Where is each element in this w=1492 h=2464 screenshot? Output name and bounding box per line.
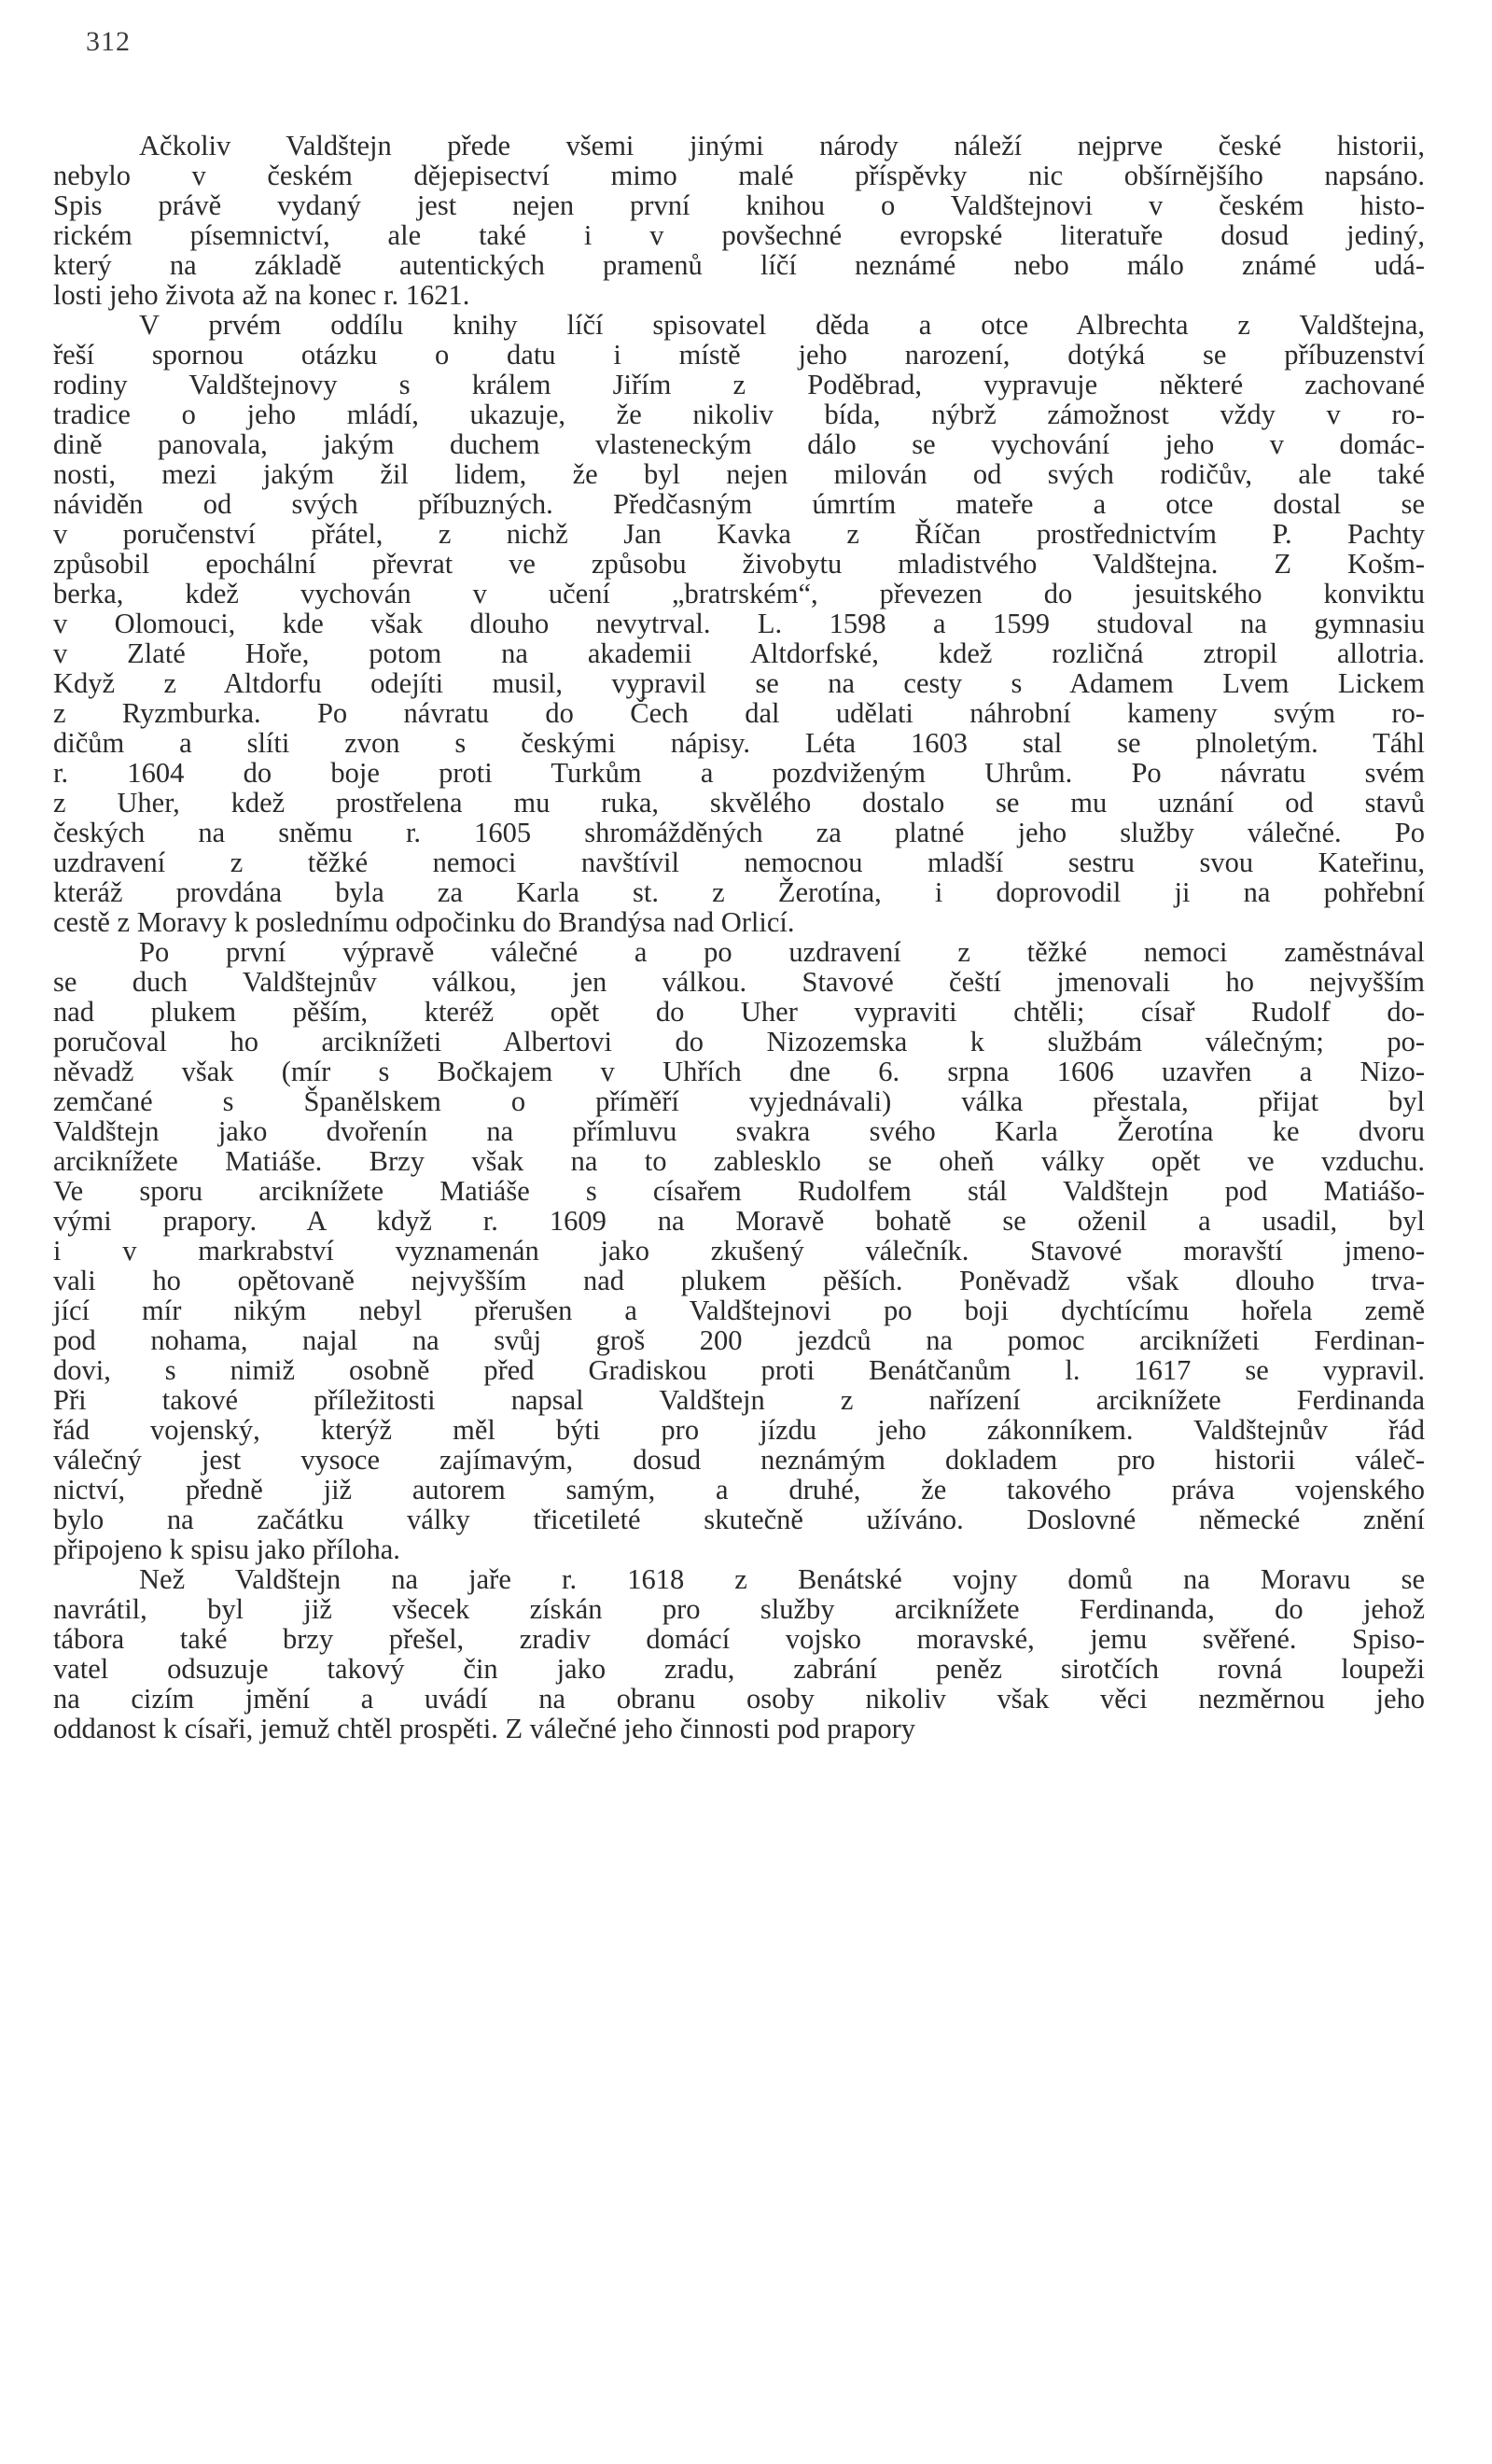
- paragraph: [53, 1564, 1425, 1743]
- text-line: řeší spornou otázku o datu i místě jeho narození, dotýká se příbuzenství: [53, 339, 1425, 371]
- text-line: nad plukem pěším, kteréž opět do Uher vypraviti chtěli; císař Rudolf do-: [53, 996, 1425, 1028]
- text-line: dině panovala, jakým duchem vlasteneckým dálo se vychování jeho v domác-: [53, 428, 1425, 460]
- text-line: způsobil epochální převrat ve způsobu živobytu mladistvého Valdštejna. Z Košm-: [53, 548, 1425, 580]
- text-line: Spis právě vydaný jest nejen první knihou o Valdštejnovi v českém histo-: [53, 189, 1425, 221]
- text-line: cestě z Moravy k poslednímu odpočinku do Brandýsa nad Orlicí.: [53, 906, 795, 938]
- text-line: Ve sporu arciknížete Matiáše s císařem Rudolfem stál Valdštejn pod Matiášo-: [53, 1175, 1425, 1207]
- paragraph: [53, 131, 1425, 310]
- text-line: nosti, mezi jakým žil lidem, že byl nejen milován od svých rodičův, ale také: [53, 458, 1425, 490]
- text-line: bylo na začátku války třicetileté skutečně užíváno. Doslovné německé znění: [53, 1504, 1425, 1535]
- text-line: Při takové příležitosti napsal Valdštejn z nařízení arciknížete Ferdinanda: [53, 1384, 1425, 1416]
- text-line: dičům a slíti zvon s českými nápisy. Léta 1603 stal se plnoletým. Táhl: [53, 727, 1425, 759]
- text-line: který na základě autentických pramenů líčí neznámé nebo málo známé udá-: [53, 249, 1425, 281]
- text-line: z Ryzmburka. Po návratu do Čech dal udělati náhrobní kameny svým ro-: [53, 697, 1425, 729]
- text-line: V prvém oddílu knihy líčí spisovatel děda a otce Albrechta z Valdštejna,: [139, 309, 1425, 341]
- text-line: válečný jest vysoce zajímavým, dosud neznámým dokladem pro historii váleč-: [53, 1444, 1425, 1476]
- text-line: kteráž provdána byla za Karla st. z Žerotína, i doprovodil ji na pohřební: [53, 876, 1425, 908]
- text-line: oddanost k císaři, jemuž chtěl prospěti. Z válečné jeho činnosti pod prapory: [53, 1713, 916, 1744]
- text-line: jící mír nikým nebyl přerušen a Valdštejnovi po boji dychtícímu hořela země: [53, 1295, 1425, 1326]
- text-line: rodiny Valdštejnovy s králem Jiřím z Poděbrad, vypravuje některé zachované: [53, 369, 1425, 400]
- text-line: Po první výpravě válečné a po uzdravení z těžké nemoci zaměstnával: [139, 936, 1425, 968]
- text-line: se duch Valdštejnův válkou, jen válkou. Stavové čeští jmenovali ho nejvyšším: [53, 966, 1425, 998]
- text-line: tradice o jeho mládí, ukazuje, že nikoliv bída, nýbrž zámožnost vždy v ro-: [53, 399, 1425, 430]
- text-line: v Zlaté Hoře, potom na akademii Altdorfské, kdež rozličná ztropil allotria.: [53, 637, 1425, 669]
- body-text: [53, 131, 1425, 1743]
- text-line: rickém písemnictví, ale také i v povšechné evropské literatuře dosud jediný,: [53, 219, 1425, 251]
- text-line: pod nohama, najal na svůj groš 200 jezdců na pomoc arciknížeti Ferdinan-: [53, 1324, 1425, 1356]
- text-line: uzdravení z těžké nemoci navštívil nemocnou mladší sestru svou Kateřinu,: [53, 847, 1425, 878]
- text-line: tábora také brzy přešel, zradiv domácí vojsko moravské, jemu svěřené. Spiso-: [53, 1623, 1425, 1655]
- text-line: Než Valdštejn na jaře r. 1618 z Benátské vojny domů na Moravu se: [139, 1563, 1425, 1595]
- text-line: v Olomouci, kde však dlouho nevytrval. L. 1598 a 1599 studoval na gymnasiu: [53, 608, 1425, 639]
- text-line: z Uher, kdež prostřelena mu ruka, skvělého dostalo se mu uznání od stavů: [53, 787, 1425, 819]
- text-line: Valdštejn jako dvořenín na přímluvu svakra svého Karla Žerotína ke dvoru: [53, 1115, 1425, 1147]
- text-line: náviděn od svých příbuzných. Předčasným úmrtím mateře a otce dostal se: [53, 488, 1425, 520]
- text-line: Když z Altdorfu odejíti musil, vypravil se na cesty s Adamem Lvem Lickem: [53, 667, 1425, 699]
- text-line: dovi, s nimiž osobně před Gradiskou proti Benátčanům l. 1617 se vypravil.: [53, 1354, 1425, 1386]
- text-line: r. 1604 do boje proti Turkům a pozdviženým Uhrům. Po návratu svém: [53, 757, 1425, 789]
- text-line: i v markrabství vyznamenán jako zkušený válečník. Stavové moravští jmeno-: [53, 1235, 1425, 1267]
- text-line: nictví, předně již autorem samým, a druhé, že takového práva vojenského: [53, 1474, 1425, 1505]
- text-line: nebylo v českém dějepisectví mimo malé příspěvky nic obšírnějšího napsáno.: [53, 160, 1425, 191]
- text-line: Ačkoliv Valdštejn přede všemi jinými národy náleží nejprve české historii,: [139, 130, 1425, 161]
- paragraph: [53, 937, 1425, 1564]
- text-line: vými prapory. A když r. 1609 na Moravě bohatě se oženil a usadil, byl: [53, 1205, 1425, 1237]
- text-line: poručoval ho arciknížeti Albertovi do Nizozemska k službám válečným; po-: [53, 1026, 1425, 1057]
- text-line: na cizím jmění a uvádí na obranu osoby nikoliv však věci nezměrnou jeho: [53, 1683, 1425, 1715]
- text-line: vali ho opětovaně nejvyšším nad plukem pěších. Poněvadž však dlouho trva-: [53, 1265, 1425, 1296]
- text-line: arciknížete Matiáše. Brzy však na to zablesklo se oheň války opět ve vzduchu.: [53, 1145, 1425, 1177]
- page-number: 312: [86, 26, 131, 57]
- text-line: v poručenství přátel, z nichž Jan Kavka z Říčan prostřednictvím P. Pachty: [53, 518, 1425, 550]
- text-line: něvadž však (mír s Bočkajem v Uhřích dne 6. srpna 1606 uzavřen a Nizo-: [53, 1056, 1425, 1087]
- text-line: navrátil, byl již všecek získán pro služby arciknížete Ferdinanda, do jehož: [53, 1593, 1425, 1625]
- text-line: berka, kdež vychován v učení „bratrském“, převezen do jesuitského konviktu: [53, 578, 1425, 609]
- text-line: připojeno k spisu jako příloha.: [53, 1533, 400, 1565]
- paragraph: [53, 310, 1425, 937]
- text-line: vatel odsuzuje takový čin jako zradu, zabrání peněz sirotčích rovná loupeži: [53, 1653, 1425, 1685]
- text-line: zemčané s Španělskem o příměří vyjednávali) válka přestala, přijat byl: [53, 1085, 1425, 1117]
- text-line: řád vojenský, kterýž měl býti pro jízdu jeho zákonníkem. Valdštejnův řád: [53, 1414, 1425, 1446]
- text-line: českých na sněmu r. 1605 shromážděných za platné jeho služby válečné. Po: [53, 817, 1425, 848]
- text-line: losti jeho života až na konec r. 1621.: [53, 279, 470, 311]
